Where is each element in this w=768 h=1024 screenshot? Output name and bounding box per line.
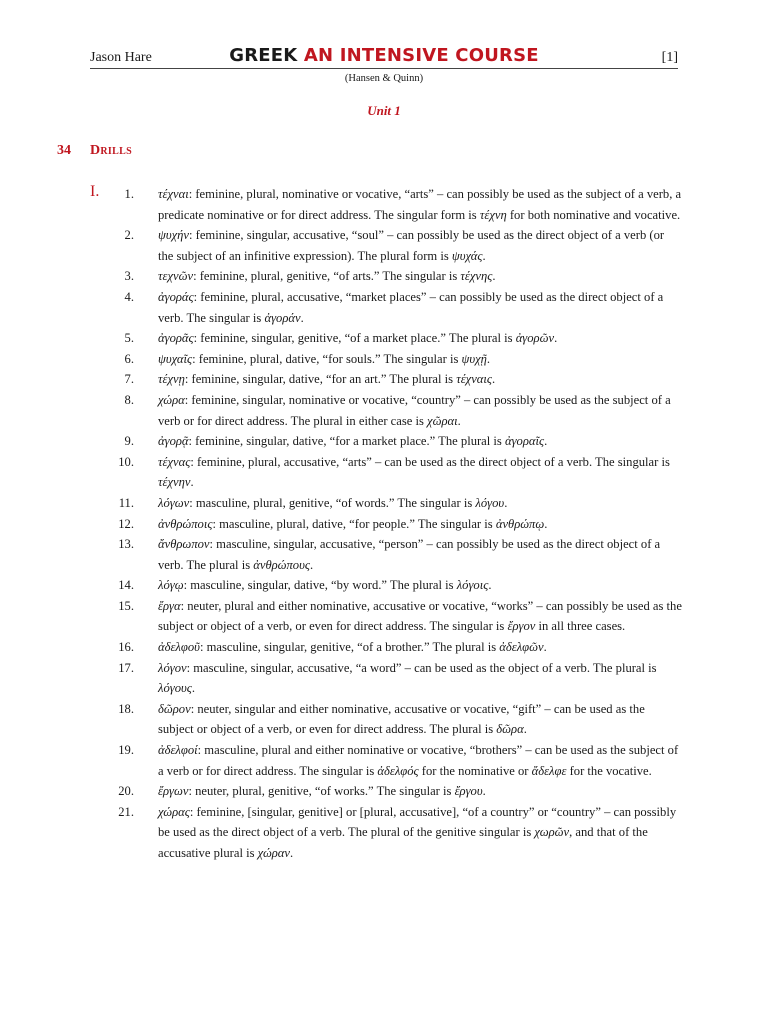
drill-text: . — [191, 681, 196, 696]
greek-word: τέχνην — [158, 475, 191, 490]
header-page-marker: [1] — [661, 50, 678, 65]
greek-word: χωρῶν — [534, 825, 570, 840]
greek-word: ψυχῇ — [461, 351, 487, 366]
greek-word: ἀδελφῶν — [499, 640, 544, 655]
drill-item — [108, 184, 682, 225]
drill-text: : feminine, plural, nominative or vocative, “arts” – can possibly be used as the subject of a verb, a predicate nominative or for direct address. The singular form is — [158, 187, 682, 222]
drill-text: : feminine, plural, genitive, “of arts.” The singular is — [193, 269, 461, 284]
drill-text: : feminine, plural, accusative, “market places” – can possibly be used as the direct object of a verb. The singular is — [158, 289, 664, 325]
drill-item — [108, 225, 682, 266]
drill-text: . — [309, 557, 314, 572]
drill-item — [108, 328, 682, 349]
drill-item-number: 18. — [118, 701, 134, 716]
drill-text: . — [486, 351, 491, 366]
drill-item-number: 10. — [118, 454, 134, 469]
drill-item — [108, 431, 682, 452]
greek-word: δῶρα — [496, 722, 524, 737]
drill-text: : masculine, singular, accusative, “person” – can possibly be used as the direct object of a verb. The plural is — [158, 537, 661, 572]
greek-word: ἀνθρώποις — [158, 516, 213, 531]
drill-item-number: 15. — [118, 598, 134, 613]
drill-text: : masculine, singular, genitive, “of a brother.” The plural is — [199, 640, 500, 655]
drill-item — [108, 596, 682, 637]
drill-item — [108, 349, 682, 370]
greek-word: ἀνθρώπους — [253, 557, 310, 572]
drill-item — [108, 452, 682, 493]
drill-item-number: 7. — [124, 372, 134, 387]
drill-item — [108, 740, 682, 781]
drill-text: : neuter, plural, genitive, “of works.” The singular is — [188, 784, 455, 799]
unit-title: Unit 1 — [367, 103, 401, 118]
greek-word: λόγων — [158, 495, 190, 510]
drill-item — [108, 534, 682, 575]
greek-word: χώρας — [158, 804, 190, 819]
greek-word: τέχνη — [479, 207, 507, 222]
drill-item-number: 14. — [118, 578, 134, 593]
drill-text: : masculine, plural, genitive, “of words.” The singular is — [189, 495, 476, 510]
drill-text: . — [554, 331, 558, 346]
drill-text: : feminine, [singular, genitive] or [plural, accusative], “of a country” or “country” – can possibly be used as the direct object of a verb. The plural of the genitive singular is — [158, 804, 677, 840]
greek-word: χῶραι — [427, 413, 458, 428]
drill-item-number: 9. — [124, 434, 134, 449]
drill-item-number: 20. — [118, 784, 134, 799]
header-title-course: AN INTENSIVE COURSE — [303, 45, 539, 66]
drill-text: . — [482, 248, 486, 263]
greek-word: λόγους — [158, 681, 192, 696]
header-title — [0, 45, 768, 66]
header-subtitle: (Hansen & Quinn) — [344, 73, 424, 84]
greek-word: δῶρον — [158, 701, 191, 716]
greek-word: τέχναι — [158, 187, 189, 201]
drill-text: . — [544, 516, 548, 531]
drill-item — [108, 266, 682, 287]
drill-text: : feminine, singular, dative, “for an art.” The plural is — [184, 372, 457, 387]
drill-text: : feminine, singular, accusative, “soul” – can possibly be used as the direct object of a verb (or the subject of an infinitive expression). The plural form is — [158, 228, 665, 263]
drill-item-number: 8. — [124, 392, 134, 407]
greek-word: ἀγορᾷ — [158, 434, 189, 449]
greek-word: ψυχάς — [451, 248, 483, 263]
drill-text: : feminine, singular, dative, “for a market place.” The plural is — [188, 434, 505, 449]
drill-text: . — [488, 578, 492, 593]
drill-item — [108, 781, 682, 802]
drill-text: . — [190, 475, 194, 490]
drill-item — [108, 369, 682, 390]
drill-text: . — [289, 846, 294, 860]
drill-text: . — [492, 372, 496, 387]
drill-text: : feminine, singular, nominative or vocative, “country” – can possibly be used as the subject of a verb or for direct address. The plural in either case is — [158, 392, 671, 428]
drill-text: . — [300, 310, 304, 325]
greek-word: λόγῳ — [158, 578, 184, 593]
drill-text: : neuter, singular and either nominative, accusative or vocative, “gift” – can be used as the subject or object of a verb, or even for direct address. The plural is — [158, 701, 645, 737]
drill-text: : masculine, singular, dative, “by word.” The plural is — [183, 578, 457, 593]
greek-word: ἀγορᾶς — [158, 331, 194, 346]
drill-item — [108, 802, 682, 864]
drill-item-number: 17. — [118, 660, 134, 675]
drill-item-number: 6. — [124, 351, 134, 366]
drill-text: for the vocative. — [566, 763, 652, 778]
greek-word: χώραν — [257, 846, 290, 860]
drill-text: . — [543, 640, 547, 655]
greek-word: ἔργον — [507, 619, 536, 634]
greek-word: τεχνῶν — [158, 269, 194, 284]
greek-word: τέχνης — [460, 269, 493, 284]
greek-word: ἄδελφε — [531, 763, 567, 778]
greek-word: ἔργων — [158, 784, 189, 799]
greek-word: τέχναις — [456, 372, 493, 387]
drill-item-number: 1. — [124, 187, 134, 201]
drill-item — [108, 699, 682, 740]
drill-item-number: 11. — [118, 495, 134, 510]
greek-word: τέχνας — [158, 454, 191, 469]
drill-item-number: 12. — [118, 516, 134, 531]
drill-text: : feminine, plural, accusative, “arts” – can be used as the direct object of a verb. The singular is — [190, 454, 670, 469]
greek-word: ἀγοραῖς — [504, 434, 545, 449]
drill-item — [108, 390, 682, 431]
greek-word: ψυχήν — [158, 228, 189, 243]
drill-text: : feminine, plural, dative, “for souls.” The singular is — [192, 351, 462, 366]
drill-text: for both nominative and vocative. — [506, 207, 681, 222]
greek-word: χώρα — [158, 392, 185, 407]
drill-text: : masculine, plural, dative, “for people.” The singular is — [212, 516, 496, 531]
drill-text: . — [492, 269, 496, 284]
drill-item-number: 4. — [124, 289, 134, 304]
drill-item — [108, 287, 682, 328]
greek-word: ἀδελφός — [377, 763, 419, 778]
header-title-greek: GREEK — [229, 45, 298, 66]
drill-text: : feminine, singular, genitive, “of a market place.” The plural is — [193, 331, 516, 346]
drill-text: : masculine, singular, accusative, “a word” – can be used as the object of a verb. The plural is — [186, 660, 657, 675]
greek-word: λόγον — [158, 660, 187, 675]
greek-word: ἀδελφοῦ — [158, 640, 200, 655]
drill-item-number: 2. — [124, 228, 134, 243]
greek-word: λόγου — [475, 495, 505, 510]
greek-word: ἀγοράς — [158, 289, 194, 304]
section-title: Drills — [90, 143, 132, 158]
greek-word: λόγοις — [456, 578, 489, 593]
section-number: 34 — [57, 143, 71, 158]
drill-item-number: 21. — [118, 804, 134, 819]
drill-text: in all three cases. — [535, 619, 626, 634]
drill-list — [108, 184, 682, 864]
drill-item — [108, 493, 682, 514]
greek-word: ἄνθρωπον — [158, 537, 210, 552]
drill-text: for the nominative or — [418, 763, 532, 778]
drill-text: , and that of the accusative plural is — [158, 825, 648, 860]
greek-word: ἀδελφοί — [158, 743, 198, 758]
drill-item — [108, 514, 682, 535]
header-author: Jason Hare — [90, 50, 152, 65]
greek-word: ἔργου — [454, 784, 483, 799]
drill-item-number: 19. — [118, 743, 134, 758]
drill-item-number: 3. — [124, 269, 134, 284]
greek-word: ψυχαῖς — [158, 351, 193, 366]
drill-text: . — [504, 495, 508, 510]
drill-item-number: 16. — [118, 640, 134, 655]
drill-item — [108, 575, 682, 596]
drill-text: : neuter, plural and either nominative, accusative or vocative, “works” – can possibly be used as the subject or object of a verb, or even for direct address. The singular is — [158, 598, 682, 634]
greek-word: ἀνθρώπῳ — [495, 516, 545, 531]
drill-text: . — [544, 434, 548, 449]
drill-text: . — [457, 413, 461, 428]
part-label: I. — [90, 183, 100, 200]
greek-word: τέχνῃ — [158, 372, 185, 387]
header-rule — [90, 68, 678, 69]
drill-item-number: 5. — [124, 331, 134, 346]
drill-text: . — [523, 722, 527, 737]
drill-item — [108, 637, 682, 658]
drill-text: : masculine, plural and either nominative or vocative, “brothers” – can be used as the subject of a verb or for direct address. The singular is — [158, 743, 679, 778]
drill-item — [108, 658, 682, 699]
greek-word: ἀγοράν — [264, 310, 301, 325]
drill-item-number: 13. — [118, 537, 134, 552]
drill-text: . — [482, 784, 486, 799]
greek-word: ἔργα — [158, 598, 181, 613]
greek-word: ἀγορῶν — [515, 331, 555, 346]
